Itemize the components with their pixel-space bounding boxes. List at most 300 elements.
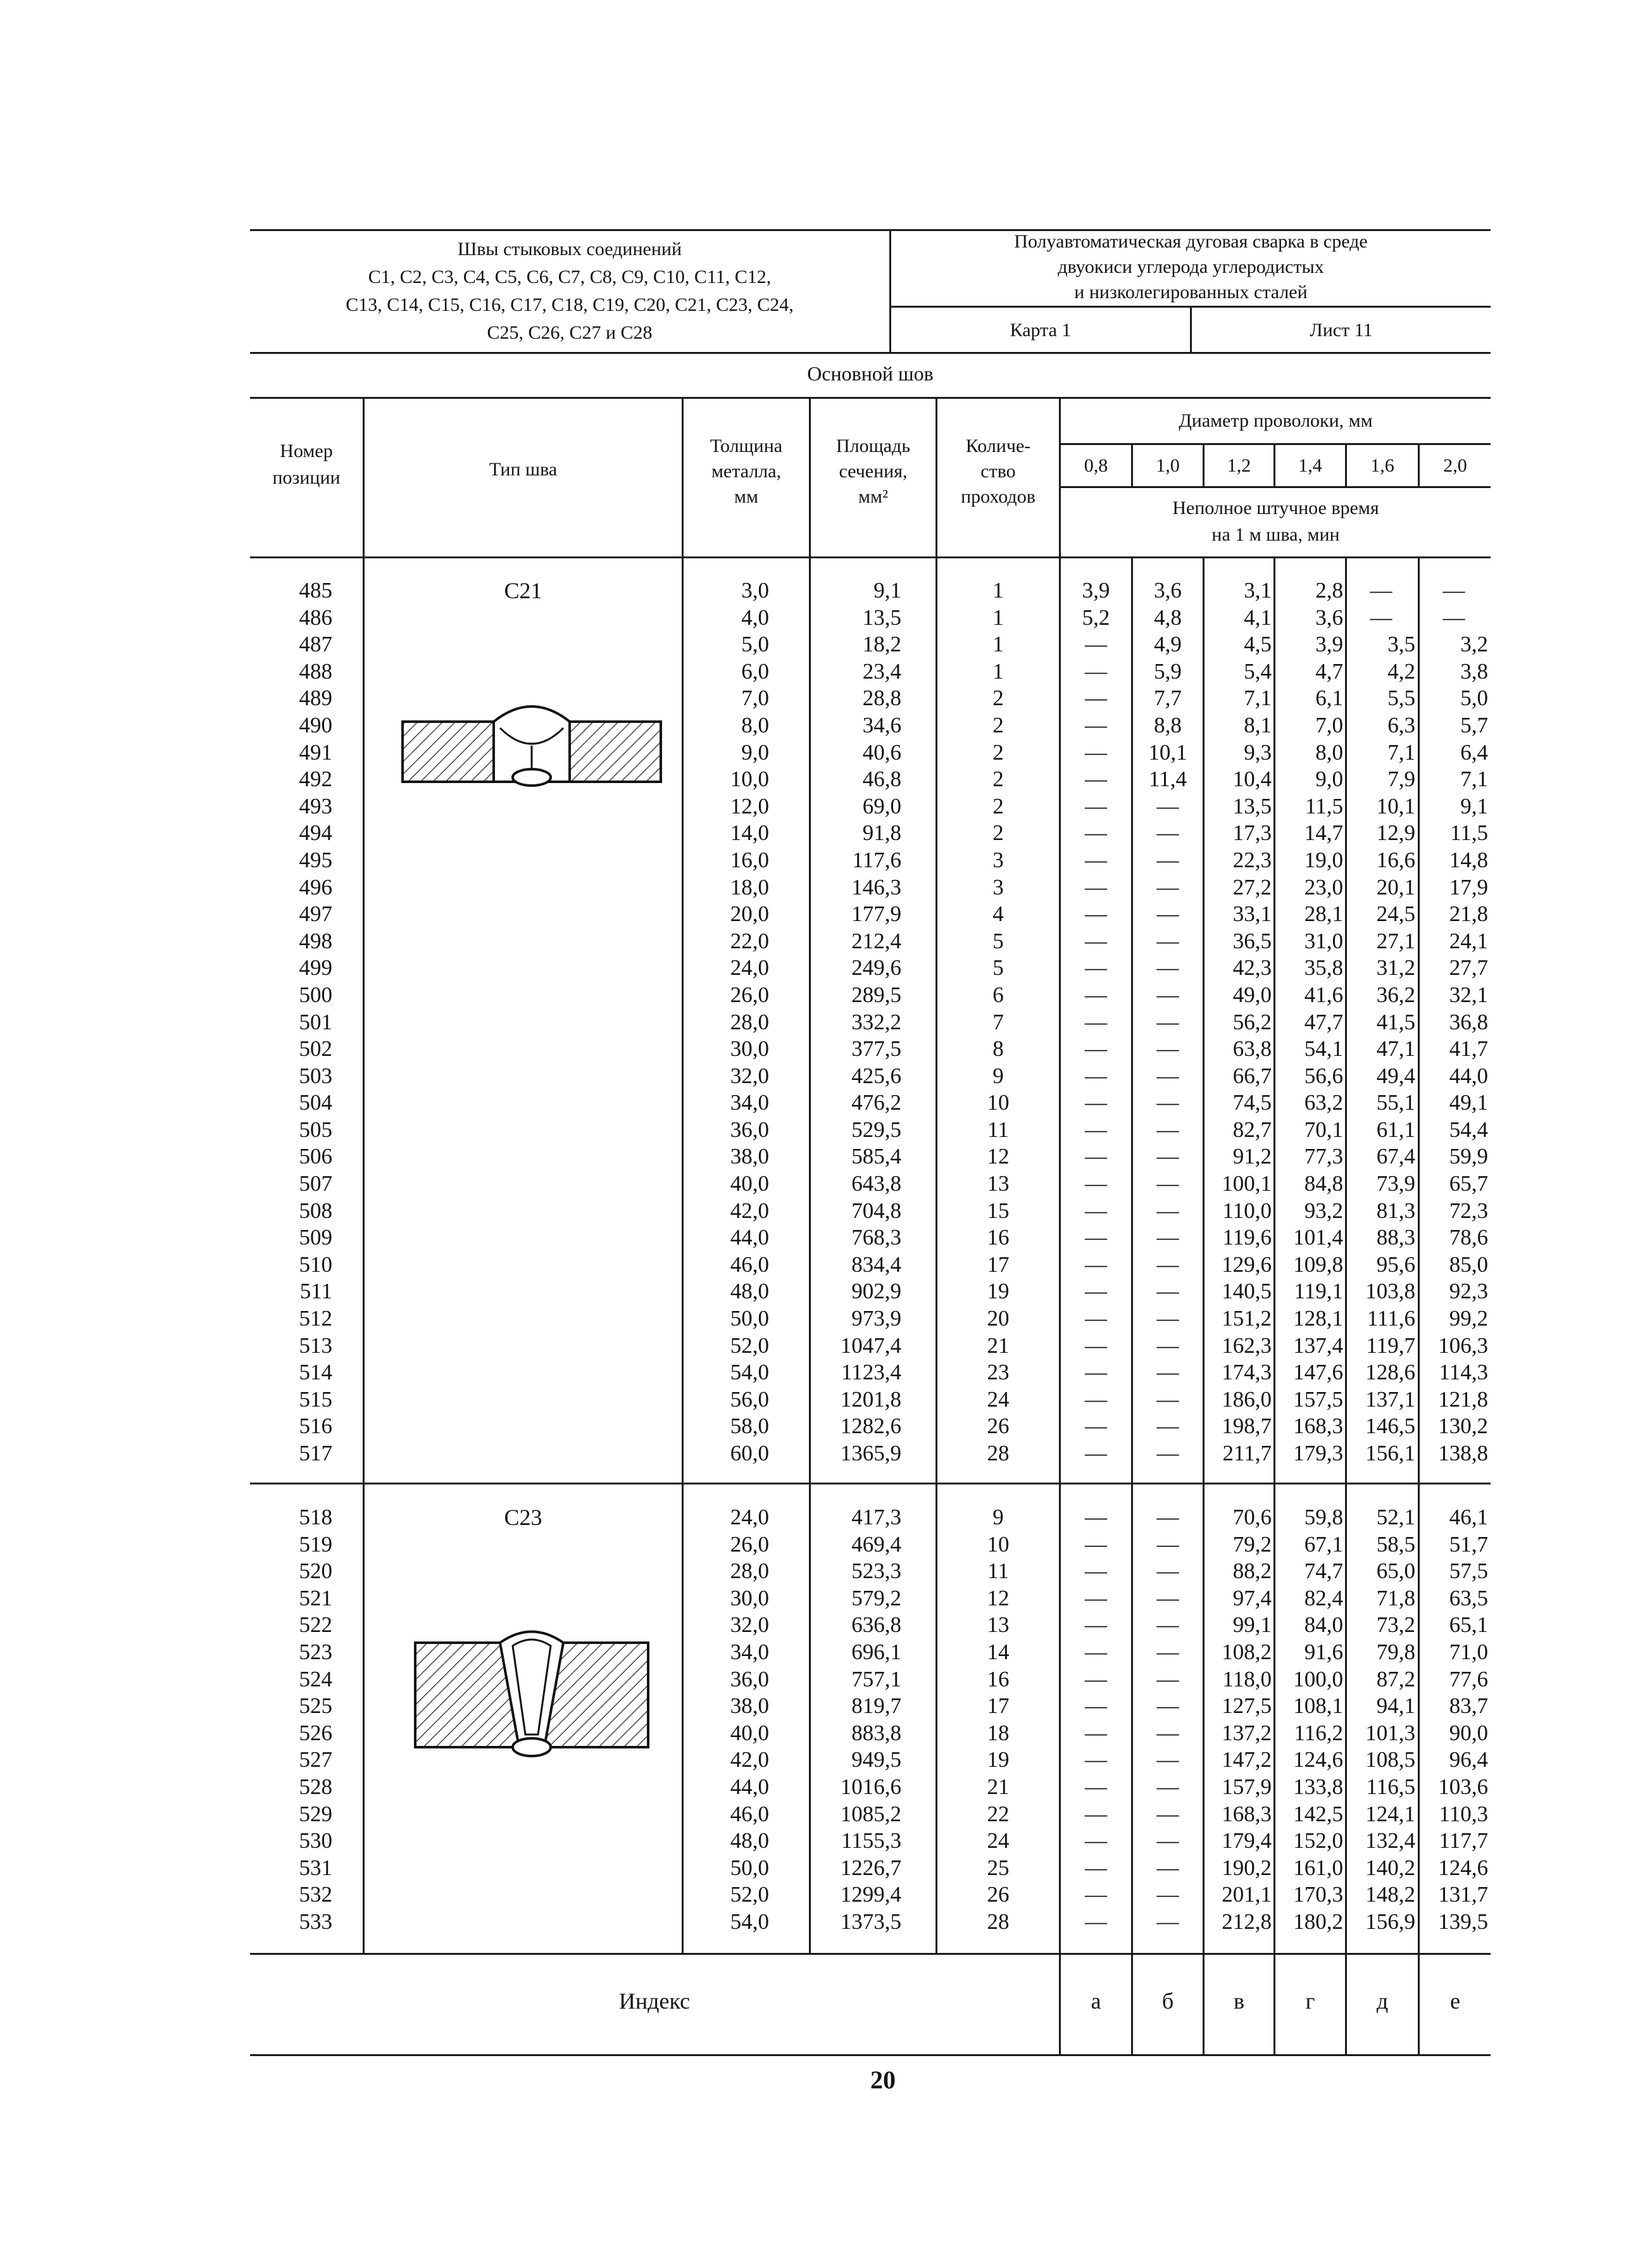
- col-position-g2: [250, 1504, 332, 1936]
- cell: 6,4: [1460, 739, 1488, 765]
- cell: —: [1156, 982, 1179, 1007]
- cell: 28,0: [730, 1009, 769, 1034]
- cell: 71,0: [1449, 1639, 1488, 1664]
- cell: —: [1085, 1386, 1107, 1412]
- cell: 59,8: [1304, 1505, 1343, 1529]
- cell: 35,8: [1304, 955, 1343, 981]
- cell: 492: [299, 767, 332, 792]
- cell: 495: [299, 847, 332, 872]
- cell: 48,0: [730, 1279, 769, 1304]
- col-d10-g1: [1133, 577, 1203, 1467]
- cell: 5,2: [1082, 605, 1110, 630]
- cell: 17,3: [1232, 820, 1272, 846]
- cell: 137,2: [1222, 1720, 1272, 1745]
- col-thickness-g2: [684, 1504, 769, 1936]
- cell: 95,6: [1376, 1252, 1415, 1277]
- cell: 44,0: [1449, 1063, 1488, 1088]
- cell: 1047,4: [840, 1333, 901, 1358]
- cell: 469,4: [851, 1531, 901, 1557]
- cell: 186,0: [1222, 1386, 1272, 1412]
- cell: 8: [992, 1036, 1004, 1062]
- cell: 23,4: [862, 658, 901, 684]
- cell: 179,4: [1222, 1828, 1272, 1854]
- col-header-area: [811, 434, 936, 510]
- cell: —: [1156, 955, 1179, 981]
- cell: 4,9: [1154, 632, 1182, 657]
- section-title: Основной шов: [807, 362, 934, 385]
- cell: 124,1: [1365, 1801, 1415, 1826]
- cell: 523: [299, 1639, 332, 1664]
- cell: 180,2: [1293, 1909, 1343, 1934]
- cell: 6: [992, 982, 1004, 1007]
- cell: —: [1156, 1531, 1179, 1557]
- cell: —: [1085, 712, 1107, 737]
- cell: 3,5: [1387, 632, 1415, 657]
- cell: 60,0: [730, 1441, 769, 1465]
- cell: 12: [987, 1144, 1010, 1169]
- cell: —: [1370, 578, 1392, 603]
- cell: 117,7: [1439, 1828, 1488, 1854]
- cell: —: [1156, 1090, 1179, 1115]
- cell: 133,8: [1293, 1774, 1343, 1799]
- cell: 7,1: [1460, 767, 1488, 792]
- diameter-1-4: 1,4: [1298, 455, 1322, 476]
- cell: 82,7: [1232, 1117, 1272, 1142]
- cell: 4,0: [741, 605, 769, 630]
- cell: 23: [987, 1360, 1010, 1385]
- cell: 512: [299, 1306, 332, 1331]
- cell: —: [1156, 1720, 1179, 1745]
- cell: 114,3: [1439, 1360, 1488, 1385]
- cell: 7,0: [741, 686, 769, 711]
- cell: 72,3: [1449, 1198, 1488, 1223]
- diameter-0-8: 0,8: [1084, 455, 1108, 476]
- cell: —: [1085, 1801, 1107, 1826]
- col-area-g2: [811, 1504, 901, 1936]
- cell: 56,0: [730, 1386, 769, 1412]
- cell: 34,6: [862, 712, 901, 737]
- cell: 147,2: [1222, 1747, 1272, 1772]
- col-header-line: позиции: [272, 467, 341, 488]
- cell: 834,4: [851, 1252, 901, 1277]
- cell: 119,7: [1366, 1333, 1415, 1358]
- cell: 34,0: [730, 1090, 769, 1115]
- cell: 16: [987, 1666, 1010, 1691]
- cell: 212,8: [1222, 1909, 1272, 1934]
- index-letter-e: е: [1450, 1988, 1460, 2014]
- cell: 501: [299, 1009, 332, 1034]
- cell: 502: [299, 1036, 332, 1062]
- cell: 7,0: [1315, 712, 1343, 737]
- cell: 119,1: [1294, 1279, 1343, 1304]
- cell: 91,8: [862, 820, 901, 846]
- col-header-line: металла,: [711, 461, 782, 482]
- cell: 54,4: [1449, 1117, 1488, 1142]
- cell: —: [1156, 1414, 1179, 1439]
- cell: 249,6: [851, 955, 901, 981]
- cell: 511: [299, 1279, 332, 1304]
- cell: —: [1156, 1252, 1179, 1277]
- cell: 518: [299, 1505, 332, 1529]
- cell: 110,0: [1222, 1198, 1272, 1223]
- cell: 4,5: [1244, 632, 1272, 657]
- cell: 36,0: [730, 1666, 769, 1691]
- cell: —: [1085, 1009, 1107, 1034]
- cell: —: [1085, 928, 1107, 953]
- cell: —: [1156, 1639, 1179, 1664]
- cell: 496: [299, 874, 332, 900]
- cell: —: [1085, 1252, 1107, 1277]
- cell: 63,8: [1232, 1036, 1272, 1062]
- cell: 13,5: [1232, 793, 1272, 819]
- cell: 79,2: [1232, 1531, 1272, 1557]
- cell: 514: [299, 1360, 332, 1385]
- cell: 1299,4: [840, 1882, 901, 1907]
- cell: 10: [987, 1531, 1010, 1557]
- cell: 27,7: [1449, 955, 1488, 981]
- cell: 54,0: [730, 1360, 769, 1385]
- col-header-wire-diameter: Диаметр проволоки, мм: [1179, 410, 1373, 431]
- col-header-passes: [937, 434, 1059, 510]
- cell: 7,9: [1387, 767, 1415, 792]
- cell: —: [1085, 1720, 1107, 1745]
- cell: 476,2: [851, 1090, 901, 1115]
- cell: 13,5: [862, 605, 901, 630]
- cell: 4,8: [1154, 605, 1182, 630]
- cell: —: [1085, 1639, 1107, 1664]
- col-header-line: на 1 м шва, мин: [1211, 524, 1340, 545]
- cell: 10: [987, 1090, 1010, 1115]
- cell: 12,0: [730, 793, 769, 819]
- cell: —: [1085, 1306, 1107, 1331]
- cell: 3,0: [741, 578, 769, 603]
- cell: 498: [299, 928, 332, 953]
- cell: 1365,9: [840, 1441, 901, 1465]
- cell: 2: [992, 739, 1004, 765]
- group-separator: [250, 1483, 1491, 1484]
- cell: 41,5: [1376, 1009, 1415, 1034]
- cell: 23,0: [1304, 874, 1343, 900]
- col-d20-g1: [1420, 577, 1488, 1467]
- cell: 533: [299, 1909, 332, 1934]
- cell: 493: [299, 793, 332, 819]
- cell: 11,5: [1450, 820, 1488, 846]
- cell: 3,2: [1460, 632, 1488, 657]
- cell: 1155,3: [841, 1828, 901, 1854]
- cell: 489: [299, 686, 332, 711]
- cell: 118,0: [1222, 1666, 1272, 1691]
- cell: 40,6: [862, 739, 901, 765]
- cell: 142,5: [1293, 1801, 1343, 1826]
- cell: 36,2: [1376, 982, 1415, 1007]
- cell: 9,0: [741, 739, 769, 765]
- cell: 5,9: [1154, 658, 1182, 684]
- cell: —: [1085, 1505, 1107, 1529]
- cell: 82,4: [1304, 1585, 1343, 1610]
- cell: 100,0: [1293, 1666, 1343, 1691]
- header-bottom-rule: [250, 352, 1491, 354]
- cell: —: [1156, 1036, 1179, 1062]
- cell: 58,0: [730, 1414, 769, 1439]
- cell: 46,0: [730, 1801, 769, 1826]
- cell: 83,7: [1449, 1693, 1488, 1719]
- cell: —: [1156, 1693, 1179, 1719]
- cell: 490: [299, 712, 332, 737]
- cell: 34,0: [730, 1639, 769, 1664]
- cell: 494: [299, 820, 332, 846]
- cell: 2: [992, 686, 1004, 711]
- cell: 11,4: [1149, 767, 1187, 792]
- cell: —: [1085, 955, 1107, 981]
- cell: 157,9: [1222, 1774, 1272, 1799]
- header-left-line: C13, C14, C15, C16, C17, C18, C19, C20, C21, C23, C24,: [346, 294, 794, 315]
- cell: 13: [987, 1612, 1010, 1638]
- col-header-line: Номер: [280, 441, 333, 461]
- cell: 49,1: [1449, 1090, 1488, 1115]
- cell: 14,7: [1304, 820, 1343, 846]
- cell: 2: [992, 767, 1004, 792]
- header-left-line: Швы стыковых соединений: [458, 239, 682, 260]
- cell: —: [1085, 1279, 1107, 1304]
- cell: 20,0: [730, 901, 769, 927]
- cell: —: [1156, 1612, 1179, 1638]
- cell: —: [1085, 739, 1107, 765]
- cell: 63,2: [1304, 1090, 1343, 1115]
- cell: 32,1: [1449, 982, 1488, 1007]
- cell: 24: [987, 1828, 1010, 1854]
- cell: 13: [987, 1171, 1010, 1196]
- cell: 9,1: [1460, 793, 1488, 819]
- cell: 6,0: [741, 658, 769, 684]
- cell: —: [1156, 1144, 1179, 1169]
- cell: 11,5: [1305, 793, 1343, 819]
- col-d08-g1: [1061, 577, 1131, 1467]
- cell: —: [1156, 1306, 1179, 1331]
- cell: 18,0: [730, 874, 769, 900]
- cell: 1373,5: [840, 1909, 901, 1934]
- cell: 168,3: [1293, 1414, 1343, 1439]
- cell: —: [1085, 1559, 1107, 1584]
- cell: 1226,7: [840, 1855, 901, 1880]
- index-label: Индекс: [618, 1988, 691, 2014]
- cell: 9,0: [1315, 767, 1343, 792]
- cell: —: [1156, 1198, 1179, 1223]
- cell: 92,3: [1449, 1279, 1488, 1304]
- cell: —: [1156, 1855, 1179, 1880]
- cell: 527: [299, 1747, 332, 1772]
- cell: 4,7: [1315, 658, 1343, 684]
- cell: —: [1156, 1279, 1179, 1304]
- cell: 148,2: [1365, 1882, 1415, 1907]
- cell: 28,1: [1304, 901, 1343, 927]
- cell: 129,6: [1222, 1252, 1272, 1277]
- cell: —: [1085, 901, 1107, 927]
- cell: 3: [992, 847, 1004, 872]
- cell: 526: [299, 1720, 332, 1745]
- col-d12-g1: [1205, 577, 1272, 1467]
- cell: 10,0: [730, 767, 769, 792]
- col-d16-g2: [1347, 1504, 1415, 1936]
- cell: 26,0: [730, 982, 769, 1007]
- cell: 1: [992, 605, 1004, 630]
- cell: 3: [992, 874, 1004, 900]
- cell: 5: [992, 955, 1004, 981]
- col-header-line: ство: [980, 461, 1016, 482]
- cell: —: [1156, 847, 1179, 872]
- cell: —: [1156, 1117, 1179, 1142]
- cell: 78,6: [1449, 1225, 1488, 1250]
- cell: 108,5: [1365, 1747, 1415, 1772]
- cell: 106,3: [1438, 1333, 1488, 1358]
- cell: —: [1370, 605, 1392, 630]
- cell: 101,4: [1293, 1225, 1343, 1250]
- cell: 70,1: [1304, 1117, 1343, 1142]
- col-passes-g1: [937, 577, 1059, 1467]
- header-left-line: C25, C26, C27 и C28: [487, 322, 653, 343]
- cell: —: [1085, 1612, 1107, 1638]
- cell: 177,9: [851, 901, 901, 927]
- cell: 8,0: [1315, 739, 1343, 765]
- cell: 25: [987, 1855, 1010, 1880]
- cell: 67,4: [1376, 1144, 1415, 1169]
- cell: 503: [299, 1063, 332, 1088]
- cell: 132,4: [1365, 1828, 1415, 1854]
- col-header-line: Толщина: [710, 436, 783, 456]
- cell: 11: [987, 1117, 1009, 1142]
- cell: 99,2: [1449, 1306, 1488, 1331]
- cell: 146,3: [851, 874, 901, 900]
- cell: 704,8: [851, 1198, 901, 1223]
- cell: 522: [299, 1612, 332, 1638]
- cell: 52,0: [730, 1333, 769, 1358]
- cell: 69,0: [862, 793, 901, 819]
- cell: 111,6: [1367, 1306, 1415, 1331]
- cell: —: [1085, 1585, 1107, 1610]
- table-top-rule: [250, 397, 1491, 399]
- cell: 529,5: [851, 1117, 901, 1142]
- cell: 377,5: [851, 1036, 901, 1062]
- cell: 201,1: [1222, 1882, 1272, 1907]
- cell: 48,0: [730, 1828, 769, 1854]
- cell: 46,8: [862, 767, 901, 792]
- cell: 524: [299, 1666, 332, 1691]
- cell: 530: [299, 1828, 332, 1854]
- cell: 128,6: [1365, 1360, 1415, 1385]
- cell: 585,4: [851, 1144, 901, 1169]
- cell: 73,2: [1376, 1612, 1415, 1638]
- cell: —: [1085, 1144, 1107, 1169]
- col-d08-g2: [1061, 1504, 1131, 1936]
- cell: 146,5: [1365, 1414, 1415, 1439]
- cell: 157,5: [1293, 1386, 1343, 1412]
- cell: 491: [299, 739, 332, 765]
- index-letter-a: а: [1091, 1988, 1101, 2014]
- cell: 1085,2: [840, 1801, 901, 1826]
- cell: —: [1085, 1693, 1107, 1719]
- cell: 116,5: [1366, 1774, 1415, 1799]
- cell: —: [1085, 1666, 1107, 1691]
- cell: 63,5: [1449, 1585, 1488, 1610]
- cell: 24,0: [730, 1505, 769, 1529]
- cell: 40,0: [730, 1720, 769, 1745]
- cell: 1: [992, 578, 1004, 603]
- table-header-rule: [250, 556, 1491, 558]
- cell: 50,0: [730, 1855, 769, 1880]
- cell: —: [1156, 1559, 1179, 1584]
- cell: 532: [299, 1882, 332, 1907]
- cell: 55,1: [1376, 1090, 1415, 1115]
- cell: 5,7: [1460, 712, 1488, 737]
- cell: 88,2: [1232, 1559, 1272, 1584]
- cell: 52,1: [1376, 1505, 1415, 1529]
- cell: —: [1156, 1009, 1179, 1034]
- cell: 162,3: [1222, 1333, 1272, 1358]
- cell: 643,8: [851, 1171, 901, 1196]
- cell: —: [1156, 874, 1179, 900]
- cell: 103,6: [1438, 1774, 1488, 1799]
- cell: 161,0: [1293, 1855, 1343, 1880]
- cell: 4,1: [1244, 605, 1272, 630]
- col-d12-g2: [1205, 1504, 1272, 1936]
- cell: —: [1085, 847, 1107, 872]
- cell: 3,6: [1315, 605, 1343, 630]
- cell: 70,6: [1232, 1505, 1272, 1529]
- cell: 96,4: [1449, 1747, 1488, 1772]
- cell: 28: [987, 1909, 1010, 1934]
- c23-joint-drawing: [411, 1621, 652, 1766]
- cell: 77,6: [1449, 1666, 1488, 1691]
- cell: 7,7: [1154, 686, 1182, 711]
- cell: 11: [987, 1559, 1009, 1584]
- cell: 42,3: [1232, 955, 1272, 981]
- cell: —: [1156, 1333, 1179, 1358]
- header-right-line: Полуавтоматическая дуговая сварка в среде: [1014, 231, 1368, 252]
- cell: 14,0: [730, 820, 769, 846]
- cell: 65,7: [1449, 1171, 1488, 1196]
- cell: 425,6: [851, 1063, 901, 1088]
- cell: 84,8: [1304, 1171, 1343, 1196]
- c21-joint-drawing: [399, 703, 665, 798]
- cell: 56,6: [1304, 1063, 1343, 1088]
- cell: 38,0: [730, 1144, 769, 1169]
- col-area-g1: [811, 577, 901, 1467]
- col-d14-g2: [1275, 1504, 1343, 1936]
- cell: 108,1: [1293, 1693, 1343, 1719]
- cell: 517: [299, 1441, 332, 1465]
- cell: 65,1: [1449, 1612, 1488, 1638]
- cell: 20,1: [1376, 874, 1415, 900]
- cell: 497: [299, 901, 332, 927]
- cell: 121,8: [1438, 1386, 1488, 1412]
- cell: 3,1: [1244, 578, 1272, 603]
- cell: 127,5: [1222, 1693, 1272, 1719]
- cell: 30,0: [730, 1036, 769, 1062]
- cell: 74,5: [1232, 1090, 1272, 1115]
- cell: 47,1: [1376, 1036, 1415, 1062]
- cell: 2,8: [1315, 578, 1343, 603]
- cell: 5,0: [741, 632, 769, 657]
- cell: 24,0: [730, 955, 769, 981]
- cell: 65,0: [1376, 1559, 1415, 1584]
- cell: 1: [992, 632, 1004, 657]
- cell: 22,3: [1232, 847, 1272, 872]
- cell: —: [1156, 1441, 1179, 1465]
- col-header-line: мм: [734, 486, 758, 507]
- header-left-line: C1, C2, C3, C4, C5, C6, C7, C8, C9, C10, C11, C12,: [368, 267, 772, 287]
- cell: 30,0: [730, 1585, 769, 1610]
- cell: 5,4: [1244, 658, 1272, 684]
- cell: 6,3: [1387, 712, 1415, 737]
